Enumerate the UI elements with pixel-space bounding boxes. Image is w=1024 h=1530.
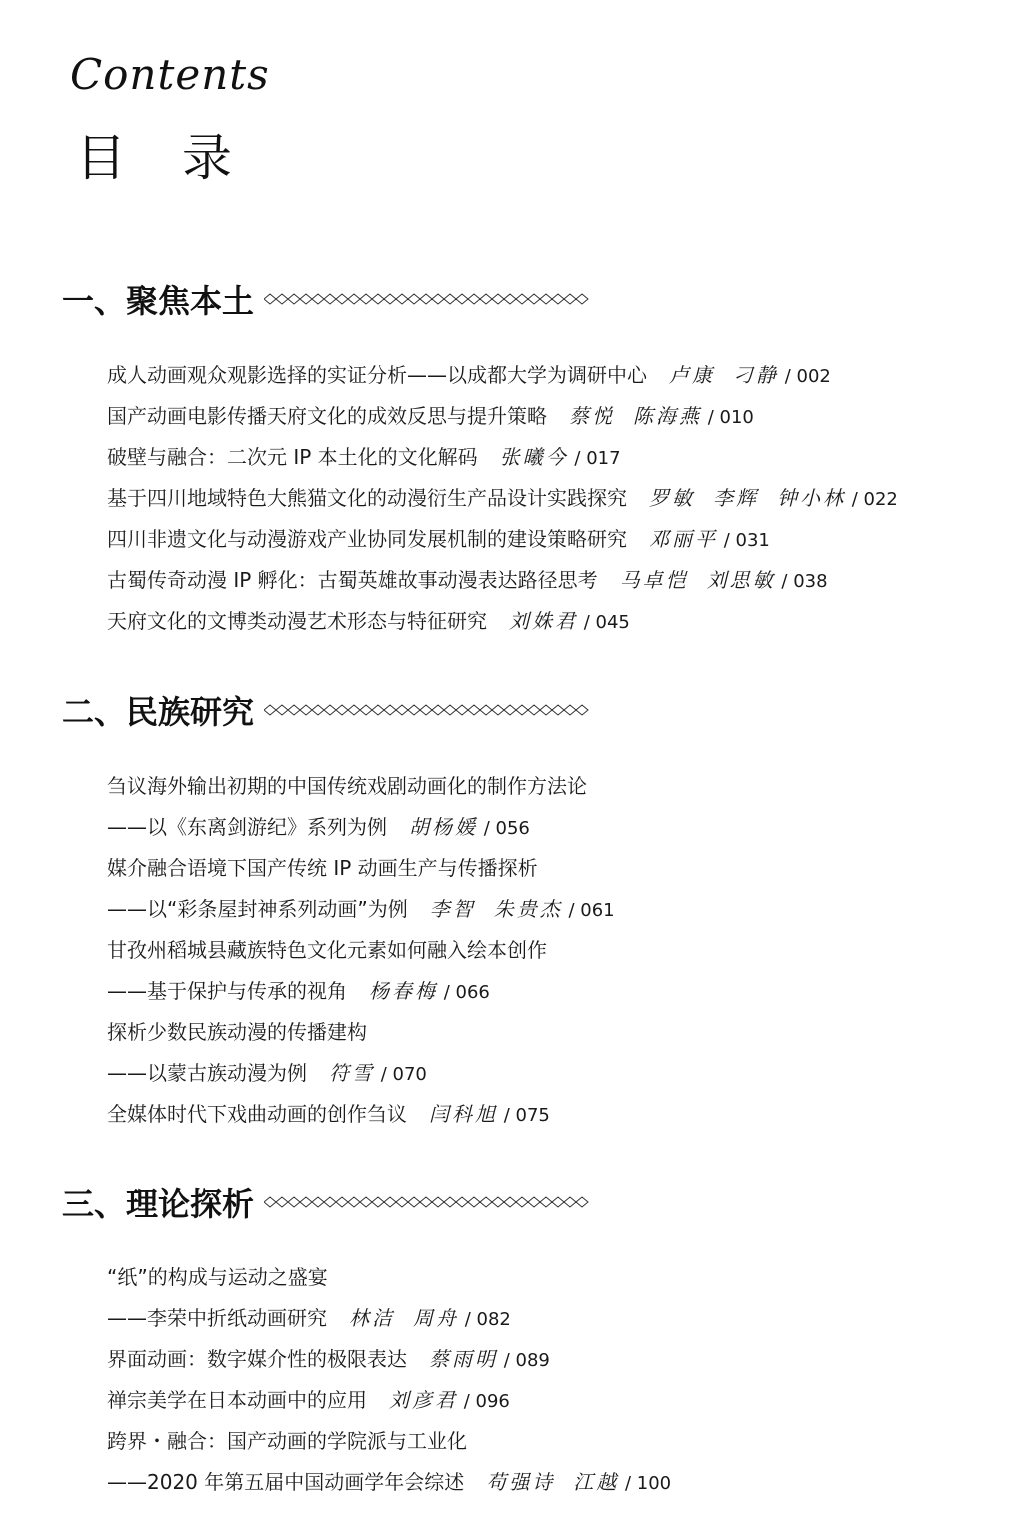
entry-author: 陈海燕 [633, 404, 702, 428]
page-separator: / [478, 818, 496, 839]
entry-title-text: 四川非遗文化与动漫游戏产业协同发展机制的建设策略研究 [107, 527, 627, 551]
entry-page-number: 066 [455, 982, 490, 1003]
toc-entry[interactable] [107, 560, 898, 601]
entry-page-number: 082 [476, 1309, 511, 1330]
entry-page-number: 031 [735, 530, 770, 551]
entry-title-text: 刍议海外输出初期的中国传统戏剧动画化的制作方法论 [107, 774, 587, 798]
entry-author: 邓丽平 [649, 527, 718, 551]
entry-author: 江越 [573, 1470, 620, 1494]
toc-entry[interactable] [107, 478, 898, 519]
entry-title-line [107, 560, 898, 601]
toc-entry[interactable] [107, 519, 898, 560]
entry-author: 罗敏 [649, 486, 695, 510]
page-separator: / [846, 489, 864, 510]
toc-entry[interactable] [107, 1380, 671, 1421]
page-separator: / [702, 407, 720, 428]
section-title-text: 二、民族研究 [62, 693, 255, 731]
page-separator: / [498, 1350, 516, 1371]
entry-title-text: ——基于保护与传承的视角 [107, 979, 347, 1003]
entry-subtitle-line [107, 1053, 615, 1094]
page-separator: / [498, 1105, 516, 1126]
entry-title-line [107, 1094, 615, 1135]
entry-title-line [107, 766, 615, 807]
section-entries [107, 766, 615, 1135]
entry-title-text: 古蜀传奇动漫 IP 孵化：古蜀英雄故事动漫表达路径思考 [107, 568, 598, 592]
entry-page-number: 002 [796, 366, 831, 387]
toc-entry[interactable] [107, 601, 898, 642]
section-entries [107, 1257, 671, 1503]
entry-title-line [107, 519, 898, 560]
entry-author: 张曦今 [499, 445, 569, 469]
section-ornament [264, 703, 590, 717]
toc-entry[interactable] [107, 1339, 671, 1380]
page-separator: / [779, 366, 797, 387]
entry-title-text: 甘孜州稻城县藏族特色文化元素如何融入绘本创作 [107, 938, 547, 962]
section-title [62, 1179, 590, 1225]
entry-title-text: 禅宗美学在日本动画中的应用 [107, 1388, 367, 1412]
entry-title-text: ——以“彩条屋封神系列动画”为例 [107, 897, 408, 921]
entry-title-text: 破壁与融合：二次元 IP 本土化的文化解码 [107, 445, 478, 469]
section-ornament [264, 292, 590, 306]
entry-title-line [107, 930, 615, 971]
entry-author: 杨春梅 [369, 979, 438, 1003]
entry-author: 符雪 [329, 1061, 375, 1085]
entry-title-text: ——以蒙古族动漫为例 [107, 1061, 307, 1085]
entry-title-text: ——2020 年第五届中国动画学年会综述 [107, 1470, 465, 1494]
page-separator: / [718, 530, 736, 551]
toc-entry[interactable] [107, 396, 898, 437]
toc-entry[interactable] [107, 1421, 671, 1503]
page-separator: / [568, 448, 587, 469]
entry-page-number: 045 [595, 612, 630, 633]
entry-page-number: 070 [392, 1064, 427, 1085]
page-separator: / [578, 612, 596, 633]
entry-subtitle-line [107, 971, 615, 1012]
contents-heading-zh: 目录 [76, 129, 288, 187]
entry-title-line [107, 601, 898, 642]
entry-page-number: 075 [515, 1105, 550, 1126]
entry-author: 林洁 [349, 1306, 395, 1330]
entry-author: 刘彦君 [389, 1388, 458, 1412]
toc-entry[interactable] [107, 1257, 671, 1339]
entry-title-text: 探析少数民族动漫的传播建构 [107, 1020, 367, 1044]
section-entries [107, 355, 898, 642]
entry-title-text: “纸”的构成与运动之盛宴 [107, 1265, 328, 1289]
entry-author: 李辉 [713, 486, 759, 510]
entry-title-text: 成人动画观众观影选择的实证分析——以成都大学为调研中心 [107, 363, 647, 387]
entry-author: 胡杨媛 [409, 815, 478, 839]
entry-title-line [107, 396, 898, 437]
entry-author: 刘姝君 [509, 609, 578, 633]
contents-heading-en: Contents [70, 50, 270, 99]
entry-title-line [107, 355, 898, 396]
entry-author: 刁静 [733, 363, 779, 387]
toc-entry[interactable] [107, 848, 615, 930]
page-separator: / [438, 982, 456, 1003]
entry-page-number: 056 [495, 818, 530, 839]
entry-title-line [107, 437, 898, 478]
entry-title-line [107, 1012, 615, 1053]
section-title-text: 一、聚焦本土 [62, 282, 255, 320]
entry-title-line [107, 1421, 671, 1462]
page-separator: / [375, 1064, 393, 1085]
entry-subtitle-line [107, 889, 615, 930]
entry-page-number: 096 [475, 1391, 510, 1412]
entry-page-number: 089 [515, 1350, 550, 1371]
entry-author: 卢康 [669, 363, 715, 387]
entry-author: 蔡雨明 [429, 1347, 498, 1371]
entry-title-text: 媒介融合语境下国产传统 IP 动画生产与传播探析 [107, 856, 538, 880]
toc-entry[interactable] [107, 437, 898, 478]
entry-page-number: 061 [580, 900, 615, 921]
entry-title-text: 全媒体时代下戏曲动画的创作刍议 [107, 1102, 407, 1126]
entry-author: 苟强诗 [486, 1470, 556, 1494]
entry-page-number: 010 [719, 407, 754, 428]
entry-title-line [107, 848, 615, 889]
page-separator: / [562, 900, 581, 921]
entry-title-line [107, 1380, 671, 1421]
entry-page-number: 017 [586, 448, 621, 469]
section-ornament [264, 1195, 590, 1209]
section-title [62, 687, 590, 733]
page-separator: / [459, 1309, 477, 1330]
entry-title-text: 天府文化的文博类动漫艺术形态与特征研究 [107, 609, 487, 633]
entry-author: 钟小林 [777, 486, 846, 510]
entry-subtitle-line [107, 807, 615, 848]
toc-entry[interactable] [107, 1094, 615, 1135]
entry-author: 蔡悦 [569, 404, 615, 428]
section-title-text: 三、理论探析 [62, 1185, 255, 1223]
entry-title-line [107, 478, 898, 519]
entry-author: 李智 [429, 897, 476, 921]
entry-author: 马卓恺 [619, 568, 689, 592]
entry-title-text: 界面动画：数字媒介性的极限表达 [107, 1347, 407, 1371]
entry-title-text: 跨界・融合：国产动画的学院派与工业化 [107, 1429, 467, 1453]
entry-author: 朱贵杰 [493, 897, 563, 921]
entry-title-text: 国产动画电影传播天府文化的成效反思与提升策略 [107, 404, 547, 428]
entry-author: 刘思敏 [706, 568, 776, 592]
entry-author: 闫科旭 [429, 1102, 498, 1126]
page-separator: / [775, 571, 794, 592]
toc-entry[interactable] [107, 1012, 615, 1094]
page-separator: / [458, 1391, 476, 1412]
entry-title-text: 基于四川地域特色大熊猫文化的动漫衍生产品设计实践探究 [107, 486, 627, 510]
entry-title-line [107, 1339, 671, 1380]
entry-title-text: ——以《东离剑游纪》系列为例 [107, 815, 387, 839]
toc-entry[interactable] [107, 355, 898, 396]
entry-page-number: 100 [636, 1473, 672, 1494]
entry-title-text: ——李荣中折纸动画研究 [107, 1306, 327, 1330]
page-separator: / [619, 1473, 637, 1494]
entry-page-number: 022 [863, 489, 898, 510]
section-title [62, 276, 590, 322]
entry-subtitle-line [107, 1298, 671, 1339]
entry-title-line [107, 1257, 671, 1298]
toc-entry[interactable] [107, 930, 615, 1012]
entry-subtitle-line [107, 1462, 671, 1503]
toc-entry[interactable] [107, 766, 615, 848]
entry-author: 周舟 [413, 1306, 459, 1330]
entry-page-number: 038 [793, 571, 828, 592]
